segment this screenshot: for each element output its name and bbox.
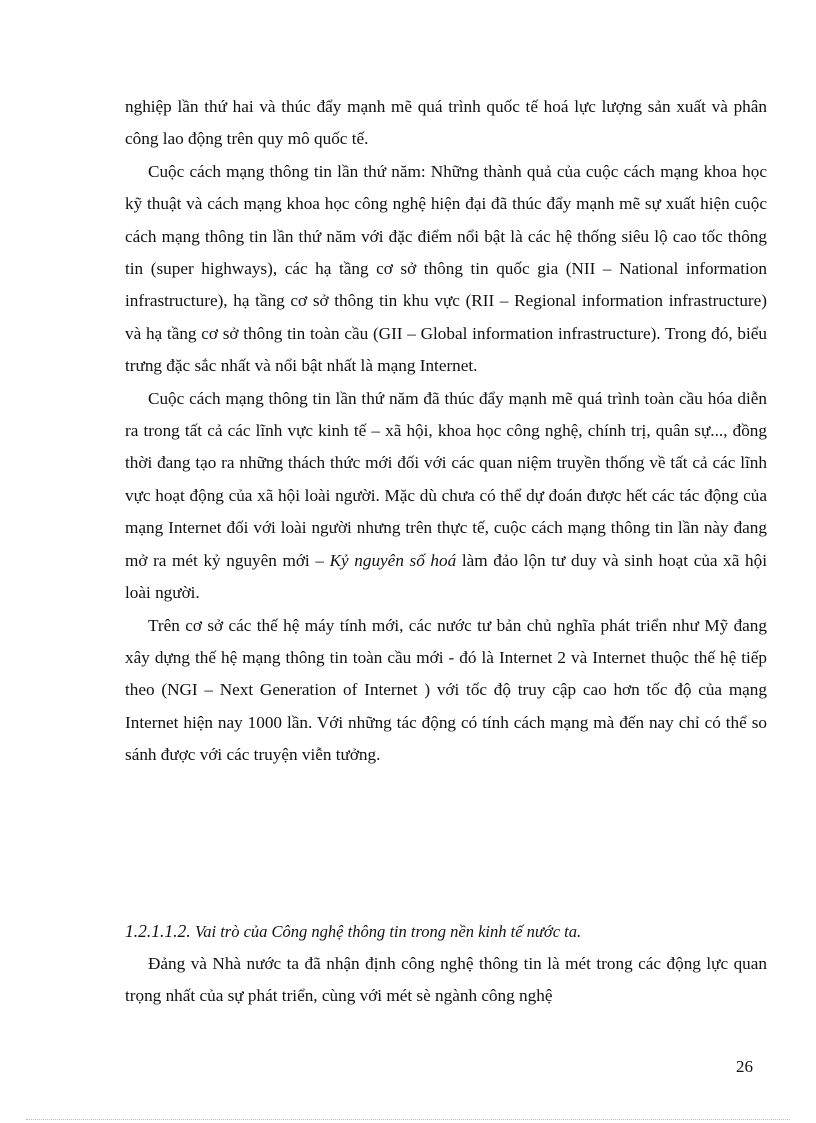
page-bottom-divider [26, 1119, 790, 1120]
section-title: Vai trò của Công nghệ thông tin trong nền kinh tế nước ta. [195, 922, 582, 941]
paragraph-3-before: Cuộc cách mạng thông tin lần thứ năm đã thúc đẩy mạnh mẽ quá trình toàn cầu hóa diễn ra trong tất cả các lĩnh vực kinh tế – xã hội, khoa học công nghệ, chính trị, quân sự..., đồng thời đang tạo ra những thách thức mới đối với các quan niệm truyền thống về tất cả các lĩnh vực hoạt động của xã hội loài người. Mặc dù chưa có thể dự đoán được hết các tác động của mạng Internet đối với loài người nhưng trên thực tế, cuộc cách mạng thông tin lần này đang mở ra mét kỷ nguyên mới – [125, 388, 767, 570]
paragraph-5: Đảng và Nhà nước ta đã nhận định công nghệ thông tin là mét trong các động lực quan trọng nhất của sự phát triển, cùng với mét sè ngành công nghệ [125, 954, 767, 1006]
paragraph-3 [125, 383, 767, 610]
paragraph-3-italic-term: Kỷ nguyên số hoá [329, 550, 457, 570]
body-text [125, 91, 767, 772]
section-heading [125, 916, 767, 947]
paragraph-1: nghiệp lần thứ hai và thúc đẩy mạnh mẽ quá trình quốc tế hoá lực lượng sản xuất và phân công lao động trên quy mô quốc tế. [125, 97, 767, 149]
section-number: 1.2.1.1.2. [125, 921, 191, 941]
paragraph-3-after: làm đảo lộn tư duy và sinh hoạt của xã hội loài người. [125, 550, 767, 603]
page-number: 26 [736, 1057, 753, 1076]
body-text-after-heading [125, 948, 767, 1013]
paragraph-2: Cuộc cách mạng thông tin lần thứ năm: Những thành quả của cuộc cách mạng khoa học kỹ thuật và cách mạng khoa học công nghệ hiện đại đã thúc đẩy mạnh mẽ sự xuất hiện cuộc cách mạng thông tin lần thứ năm với đặc điểm nổi bật là các hệ thống siêu lộ cao tốc thông tin (super highways), các hạ tầng cơ sở thông tin quốc gia (NII – National information infrastructure), hạ tầng cơ sở thông tin khu vực (RII – Regional information infrastructure) và hạ tầng cơ sở thông tin toàn cầu (GII – Global information infrastructure). Trong đó, biểu trưng đặc sắc nhất và nổi bật nhất là mạng Internet. [125, 161, 767, 376]
paragraph-4: Trên cơ sở các thế hệ máy tính mới, các nước tư bản chủ nghĩa phát triển như Mỹ đang xây dựng thế hệ mạng thông tin toàn cầu mới - đó là Internet 2 và Internet thuộc thế hệ tiếp theo (NGI – Next Generation of Internet ) với tốc độ truy cập cao hơn tốc độ của mạng Internet hiện nay 1000 lần. Với những tác động có tính cách mạng mà đến nay chỉ có thể so sánh được với các truyện viễn tưởng. [125, 615, 767, 765]
